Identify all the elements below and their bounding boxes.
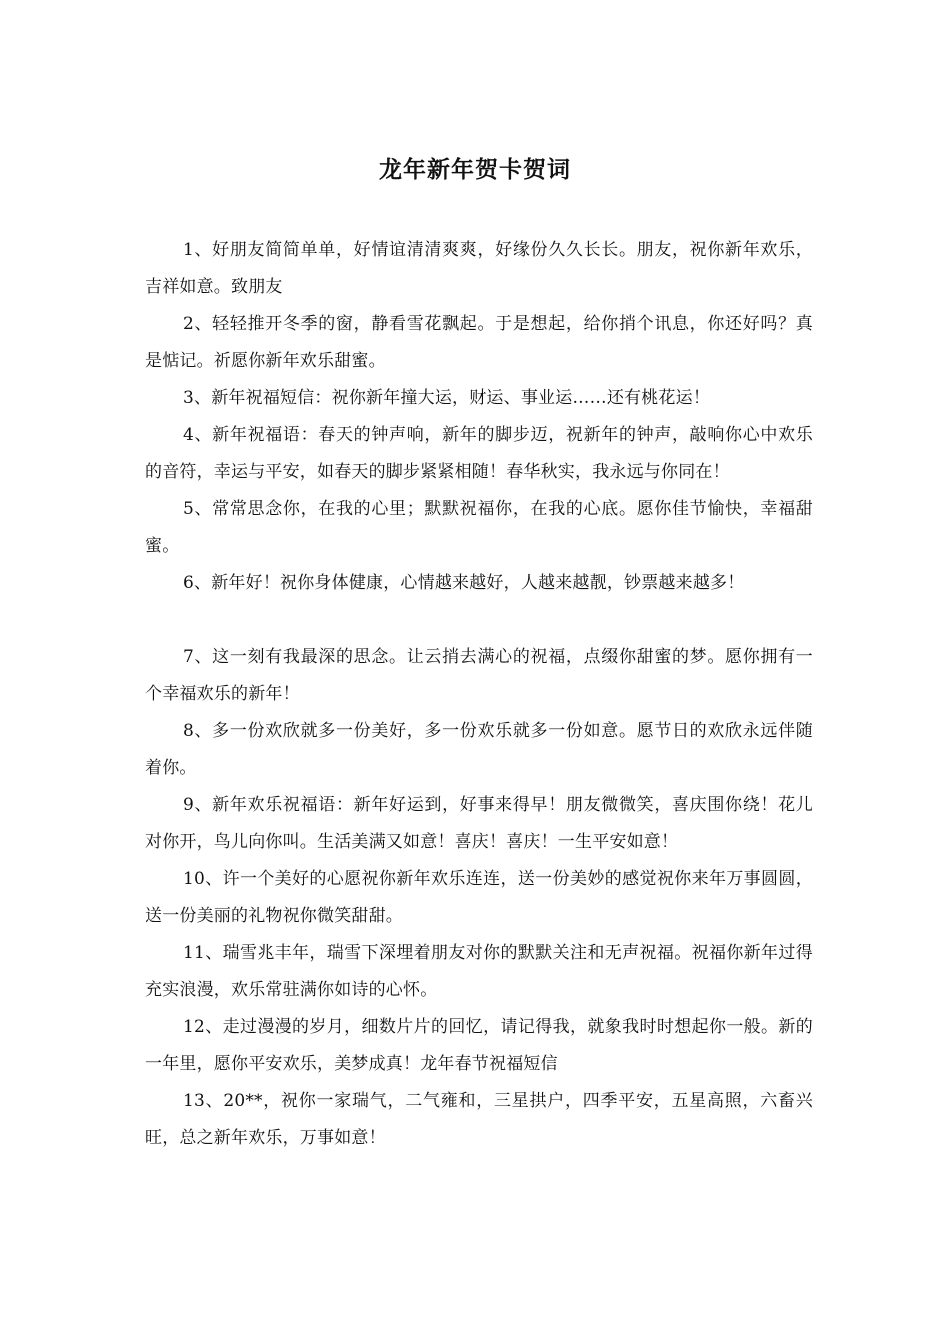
paragraph-11: 11、瑞雪兆丰年，瑞雪下深埋着朋友对你的默默关注和无声祝福。祝福你新年过得充实浪漫，欢乐常驻满你如诗的心怀。 <box>145 943 813 1000</box>
paragraph-spacer <box>145 602 813 639</box>
paragraph-13: 13、20**，祝你一家瑞气，二气雍和，三星拱户，四季平安，五星高照，六畜兴旺，总之新年欢乐，万事如意！ <box>145 1091 813 1148</box>
paragraph-3: 3、新年祝福短信：祝你新年撞大运，财运、事业运……还有桃花运！ <box>183 388 711 408</box>
paragraph-4: 4、新年祝福语：春天的钟声响，新年的脚步迈，祝新年的钟声，敲响你心中欢乐的音符，幸运与平安，如春天的脚步紧紧相随！春华秋实，我永远与你同在！ <box>145 425 813 482</box>
paragraph-7: 7、这一刻有我最深的思念。让云捎去满心的祝福，点缀你甜蜜的梦。愿你拥有一个幸福欢乐的新年！ <box>145 647 813 704</box>
document-title: 龙年新年贺卡贺词 <box>379 156 571 183</box>
paragraph-5: 5、常常思念你，在我的心里；默默祝福你，在我的心底。愿你佳节愉快，幸福甜蜜。 <box>145 499 813 556</box>
paragraph-10: 10、许一个美好的心愿祝你新年欢乐连连，送一份美妙的感觉祝你来年万事圆圆，送一份美丽的礼物祝你微笑甜甜。 <box>145 869 813 926</box>
paragraph-6: 6、新年好！祝你身体健康，心情越来越好，人越来越靓，钞票越来越多！ <box>183 573 745 593</box>
paragraph-1: 1、好朋友简简单单，好情谊清清爽爽，好缘份久久长长。朋友，祝你新年欢乐，吉祥如意。致朋友 <box>145 240 813 297</box>
paragraph-2: 2、轻轻推开冬季的窗，静看雪花飘起。于是想起，给你捎个讯息，你还好吗？真是惦记。祈愿你新年欢乐甜蜜。 <box>145 314 813 371</box>
paragraph-9: 9、新年欢乐祝福语：新年好运到，好事来得早！朋友微微笑，喜庆围你绕！花儿对你开，鸟儿向你叫。生活美满又如意！喜庆！喜庆！一生平安如意！ <box>145 795 813 852</box>
document-body <box>145 232 813 1157</box>
paragraph-12: 12、走过漫漫的岁月，细数片片的回忆，请记得我，就象我时时想起你一般。新的一年里，愿你平安欢乐，美梦成真！龙年春节祝福短信 <box>145 1017 813 1074</box>
paragraph-8: 8、多一份欢欣就多一份美好，多一份欢乐就多一份如意。愿节日的欢欣永远伴随着你。 <box>145 721 813 778</box>
